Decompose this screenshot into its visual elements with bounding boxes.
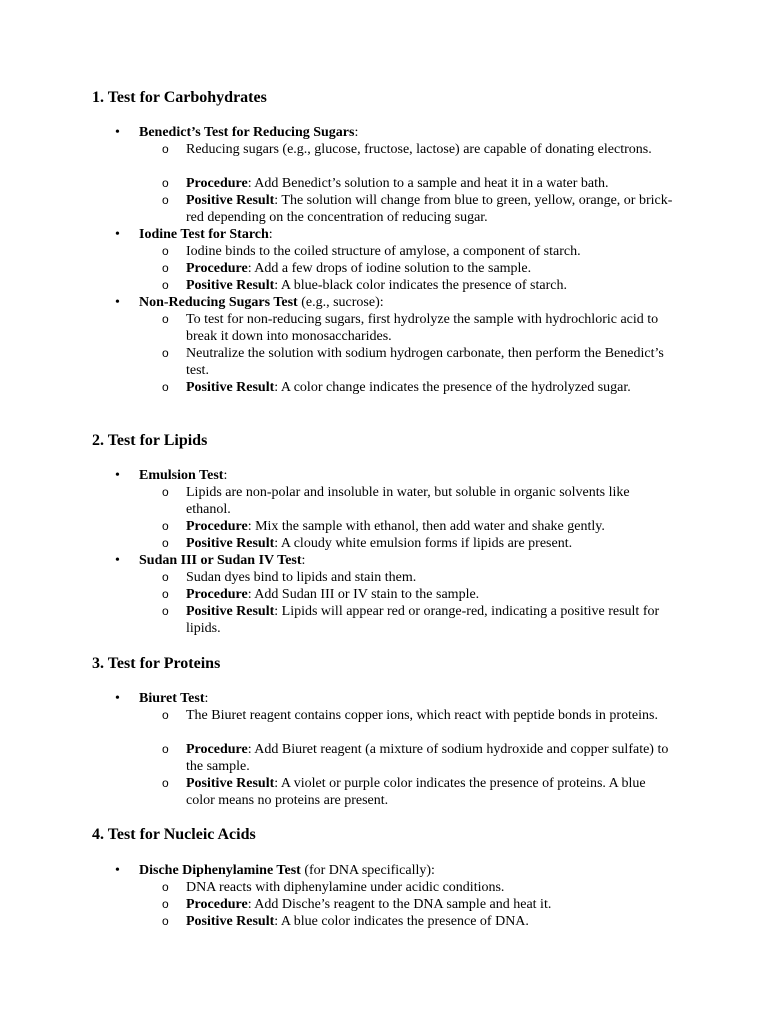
sub-item: [162, 775, 676, 809]
sub-item-text: : Add Benedict’s solution to a sample and heat it in a water bath.: [247, 176, 609, 191]
test-title: Emulsion Test: [139, 468, 224, 483]
bullet-item: [115, 690, 679, 707]
sub-item-label: Positive Result: [186, 604, 275, 619]
bullet-dot-icon: •: [115, 863, 120, 878]
sub-item: [162, 277, 676, 294]
sub-item-text: To test for non-reducing sugars, first hydrolyze the sample with hydrochloric acid to break it down into monosaccharides.: [186, 312, 659, 344]
sub-item-text: : A blue color indicates the presence of DNA.: [274, 914, 529, 929]
bullet-dot-icon: •: [115, 553, 120, 568]
sub-item-text: : A blue-black color indicates the presence of starch.: [274, 278, 567, 293]
circle-bullet-icon: o: [162, 142, 169, 156]
sub-item-text: : A color change indicates the presence of the hydrolyzed sugar.: [274, 380, 631, 395]
sub-item-text: : The solution will change from blue to green, yellow, orange, or brick-red depending on the concentration of reducing sugar.: [186, 193, 673, 225]
sub-item: [162, 535, 676, 552]
test-title-suffix: (e.g., sucrose):: [297, 295, 384, 310]
sub-item: [162, 896, 676, 913]
sub-item-text: : Add Biuret reagent (a mixture of sodium hydroxide and copper sulfate) to the sample.: [186, 742, 669, 774]
bullet-item: [115, 862, 679, 879]
sub-item-label: Procedure: [186, 261, 248, 276]
test-title: Non-Reducing Sugars Test: [139, 295, 298, 310]
sub-item: [162, 707, 676, 724]
sub-item-text: : Add Dische’s reagent to the DNA sample and heat it.: [247, 897, 552, 912]
circle-bullet-icon: o: [162, 570, 169, 584]
sub-item-label: Procedure: [186, 176, 248, 191]
circle-bullet-icon: o: [162, 312, 169, 326]
sub-item-label: Procedure: [186, 742, 248, 757]
sub-item-text: : A violet or purple color indicates the presence of proteins. A blue color means no proteins are present.: [186, 776, 646, 808]
circle-bullet-icon: o: [162, 914, 169, 928]
sub-item-text: : Lipids will appear red or orange-red, indicating a positive result for lipids.: [186, 604, 660, 636]
section-heading: 4. Test for Nucleic Acids: [92, 826, 256, 843]
sub-item: [162, 879, 676, 896]
sub-item-label: Procedure: [186, 897, 248, 912]
sub-item-label: Positive Result: [186, 536, 275, 551]
circle-bullet-icon: o: [162, 193, 169, 207]
sub-item-text: Reducing sugars (e.g., glucose, fructose, lactose) are capable of donating electrons.: [186, 142, 652, 157]
sub-item-label: Positive Result: [186, 278, 275, 293]
test-title-suffix: :: [223, 468, 228, 483]
sub-item: [162, 345, 676, 379]
test-title: Dische Diphenylamine Test: [139, 863, 301, 878]
circle-bullet-icon: o: [162, 244, 169, 258]
sub-item-text: DNA reacts with diphenylamine under acidic conditions.: [186, 880, 505, 895]
circle-bullet-icon: o: [162, 346, 169, 360]
section-heading: 1. Test for Carbohydrates: [92, 89, 267, 106]
sub-item: [162, 741, 676, 775]
bullet-item: [115, 226, 679, 243]
sub-item: [162, 192, 676, 226]
circle-bullet-icon: o: [162, 880, 169, 894]
test-title: Sudan III or Sudan IV Test: [139, 553, 302, 568]
bullet-dot-icon: •: [115, 295, 120, 310]
test-title-suffix: :: [204, 691, 209, 706]
sub-item-text: The Biuret reagent contains copper ions, which react with peptide bonds in proteins.: [186, 708, 658, 723]
sub-item-label: Positive Result: [186, 776, 275, 791]
circle-bullet-icon: o: [162, 261, 169, 275]
section-heading: 2. Test for Lipids: [92, 432, 208, 449]
circle-bullet-icon: o: [162, 176, 169, 190]
bullet-item: [115, 467, 679, 484]
sub-item-label: Procedure: [186, 519, 248, 534]
sub-item-text: : A cloudy white emulsion forms if lipids are present.: [274, 536, 573, 551]
sub-item: [162, 311, 676, 345]
sub-item: [162, 569, 676, 586]
sub-item: [162, 379, 676, 396]
circle-bullet-icon: o: [162, 587, 169, 601]
sub-item: [162, 913, 676, 930]
test-title-suffix: :: [301, 553, 306, 568]
sub-item-label: Positive Result: [186, 914, 275, 929]
sub-item-text: : Add a few drops of iodine solution to the sample.: [247, 261, 532, 276]
bullet-item: [115, 552, 679, 569]
sub-item: [162, 175, 676, 192]
sub-item-text: Lipids are non-polar and insoluble in water, but soluble in organic solvents like ethanol.: [186, 485, 630, 517]
circle-bullet-icon: o: [162, 897, 169, 911]
sub-item: [162, 260, 676, 277]
test-title-suffix: :: [354, 125, 359, 140]
bullet-dot-icon: •: [115, 468, 120, 483]
sub-item-text: : Add Sudan III or IV stain to the sample.: [247, 587, 480, 602]
circle-bullet-icon: o: [162, 536, 169, 550]
circle-bullet-icon: o: [162, 380, 169, 394]
test-title: Benedict’s Test for Reducing Sugars: [139, 125, 355, 140]
sub-item: [162, 603, 676, 637]
test-title: Biuret Test: [139, 691, 205, 706]
sub-item: [162, 243, 676, 260]
sub-item: [162, 484, 676, 518]
bullet-item: [115, 294, 679, 311]
circle-bullet-icon: o: [162, 708, 169, 722]
circle-bullet-icon: o: [162, 278, 169, 292]
test-title-suffix: :: [268, 227, 273, 242]
circle-bullet-icon: o: [162, 519, 169, 533]
bullet-dot-icon: •: [115, 691, 120, 706]
bullet-dot-icon: •: [115, 125, 120, 140]
sub-item: [162, 586, 676, 603]
test-title: Iodine Test for Starch: [139, 227, 269, 242]
sub-item-text: Sudan dyes bind to lipids and stain them.: [186, 570, 417, 585]
sub-item-label: Positive Result: [186, 380, 275, 395]
sub-item-text: : Mix the sample with ethanol, then add water and shake gently.: [247, 519, 605, 534]
sub-item-text: Iodine binds to the coiled structure of amylose, a component of starch.: [186, 244, 581, 259]
circle-bullet-icon: o: [162, 742, 169, 756]
circle-bullet-icon: o: [162, 604, 169, 618]
circle-bullet-icon: o: [162, 776, 169, 790]
sub-item-label: Positive Result: [186, 193, 275, 208]
sub-item-label: Procedure: [186, 587, 248, 602]
section-heading: 3. Test for Proteins: [92, 655, 221, 672]
sub-item: [162, 141, 676, 158]
bullet-dot-icon: •: [115, 227, 120, 242]
sub-item: [162, 518, 676, 535]
test-title-suffix: (for DNA specifically):: [300, 863, 435, 878]
bullet-item: [115, 124, 679, 141]
sub-item-text: Neutralize the solution with sodium hydrogen carbonate, then perform the Benedict’s test.: [186, 346, 664, 378]
circle-bullet-icon: o: [162, 485, 169, 499]
